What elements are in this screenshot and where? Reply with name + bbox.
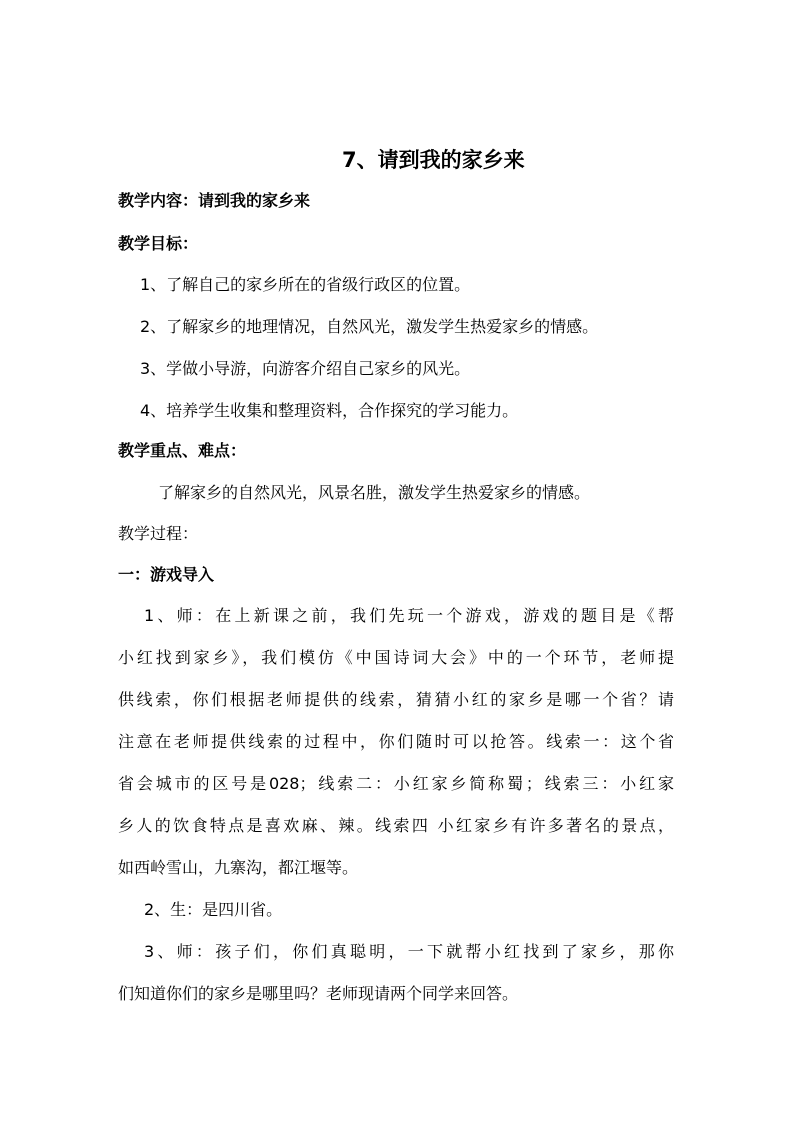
- document-title: 7、请到我的家乡来: [342, 148, 525, 172]
- goals-heading: 教学目标：: [118, 234, 199, 253]
- goal-item: 1、了解自己的家乡所在的省级行政区的位置。: [140, 275, 471, 294]
- key-points-text: 了解家乡的自然风光，风景名胜，激发学生热爱家乡的情感。: [158, 483, 591, 502]
- process-heading: 教学过程：: [118, 524, 199, 543]
- paragraph-line: 注意在老师提供线索的过程中，你们随时可以抢答。线索一：这个省: [118, 732, 674, 751]
- key-points-heading: 教学重点、难点：: [118, 441, 247, 460]
- goal-item: 2、了解家乡的地理情况，自然风光，激发学生热爱家乡的情感。: [140, 317, 599, 336]
- paragraph-line: 2、生：是四川省。: [144, 900, 283, 919]
- paragraph-line: 小红找到家乡》，我们模仿《中国诗词大会》中的一个环节，老师提: [118, 648, 674, 667]
- goal-item: 3、学做小导游，向游客介绍自己家乡的风光。: [140, 359, 471, 378]
- paragraph-line: 供线索，你们根据老师提供的线索，猜猜小红的家乡是哪一个省？请: [118, 690, 674, 709]
- paragraph-line: 省会城市的区号是028；线索二：小红家乡简称蜀；线索三：小红家: [118, 774, 674, 793]
- content-heading: 教学内容：请到我的家乡来: [118, 191, 311, 210]
- paragraph-line: 3、师：孩子们，你们真聪明，一下就帮小红找到了家乡，那你: [144, 942, 674, 961]
- paragraph-line: 们知道你们的家乡是哪里吗？老师现请两个同学来回答。: [118, 984, 519, 1003]
- paragraph-line: 如西岭雪山，九寨沟，都江堰等。: [118, 858, 359, 877]
- goal-item: 4、培养学生收集和整理资料，合作探究的学习能力。: [140, 401, 519, 420]
- paragraph-line: 乡人的饮食特点是喜欢麻、辣。线索四 小红家乡有许多著名的景点，: [118, 816, 674, 835]
- paragraph-line: 1、师：在上新课之前，我们先玩一个游戏，游戏的题目是《帮: [144, 606, 674, 625]
- section-heading: 一：游戏导入: [118, 565, 215, 584]
